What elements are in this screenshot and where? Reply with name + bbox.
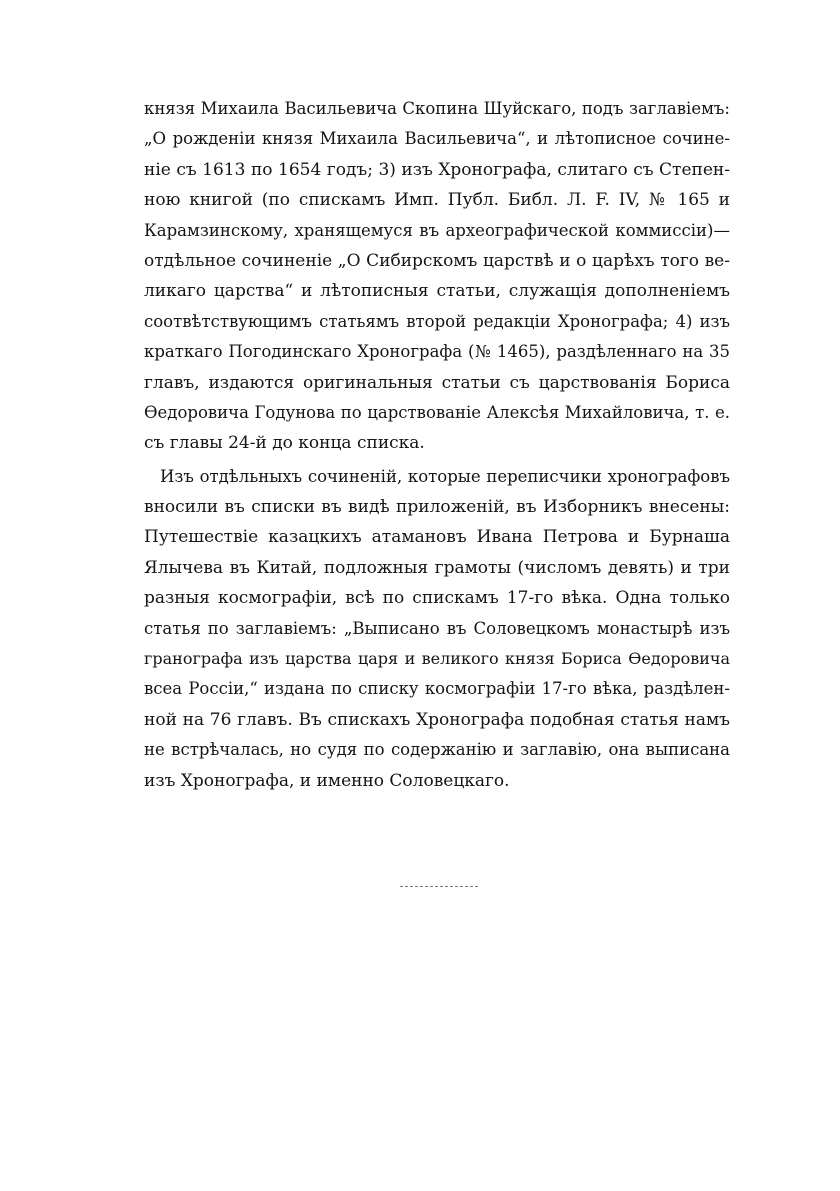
text-line: Ѳедоровича Годунова по царствованіе Алексѣя Михайловича, т. е. — [144, 402, 730, 422]
text-line: Карамзинскому, хранящемуся въ археографической коммиссіи)— — [144, 220, 730, 240]
text-line: „О рожденіи князя Михаила Васильевича“, и лѣтописное сочине- — [144, 129, 730, 149]
text-line: соотвѣтствующимъ статьямъ второй редакціи Хронографа; 4) изъ — [144, 311, 730, 331]
paragraph-1 — [144, 94, 730, 459]
body-text — [144, 94, 730, 796]
text-line: краткаго Погодинскаго Хронографа (№ 1465), раздѣленнаго на 35 — [144, 342, 730, 362]
text-line: ной на 76 главъ. Въ спискахъ Хронографа подобная статья намъ — [144, 709, 730, 730]
text-line: разныя космографіи, всѣ по спискамъ 17-го вѣка. Одна только — [144, 588, 730, 609]
text-line: отдѣльное сочиненіе „О Сибирскомъ царствѣ и о царѣхъ того ве- — [144, 250, 730, 271]
paragraph-2 — [144, 462, 730, 796]
text-line: съ главы 24-й до конца списка. — [144, 433, 425, 454]
text-line: изъ Хронографа, и именно Соловецкаго. — [144, 770, 510, 791]
text-line: Ялычева въ Китай, подложныя грамоты (числомъ девять) и три — [144, 557, 730, 578]
text-line: всеа Россіи,“ издана по списку космографіи 17-го вѣка, раздѣлен- — [144, 679, 730, 699]
text-line: князя Михаила Васильевича Скопина Шуйскаго, подъ заглавіемъ: — [144, 99, 730, 118]
text-line: ликаго царства“ и лѣтописныя статьи, служащія дополненіемъ — [144, 281, 730, 302]
section-divider — [400, 886, 478, 887]
text-line: главъ, издаются оригинальныя статьи съ царствованія Бориса — [144, 372, 730, 393]
text-line: не встрѣчалась, но судя по содержанію и заглавію, она выписана — [144, 740, 730, 760]
text-line: ною книгой (по спискамъ Имп. Публ. Библ. Л. F. IV, № 165 и — [144, 190, 730, 211]
text-line: вносили въ списки въ видѣ приложеній, въ Изборникъ внесены: — [144, 497, 730, 518]
text-line: Путешествіе казацкихъ атамановъ Ивана Петрова и Бурнаша — [144, 527, 730, 548]
text-line: гранографа изъ царства царя и великого князя Бориса Ѳедоровича — [144, 649, 730, 669]
text-line: ніе съ 1613 по 1654 годъ; 3) изъ Хронографа, слитаго съ Степен- — [144, 159, 730, 180]
text-line: Изъ отдѣльныхъ сочиненій, которые переписчики хронографовъ — [160, 466, 730, 486]
text-line: статья по заглавіемъ: „Выписано въ Соловецкомъ монастырѣ изъ — [144, 618, 730, 638]
